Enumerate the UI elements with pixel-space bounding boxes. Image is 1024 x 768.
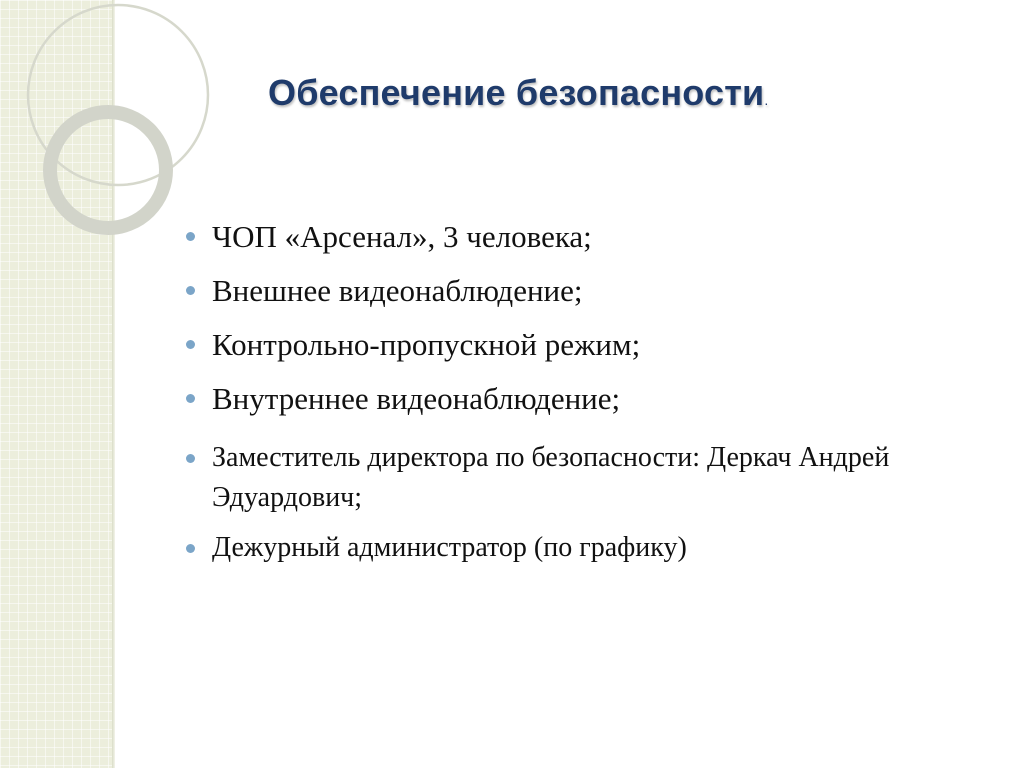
bullet-item <box>182 372 1002 426</box>
bullet-item <box>182 528 1002 568</box>
bullet-item <box>182 210 1002 264</box>
bullet-item <box>182 438 1002 518</box>
slide-title <box>268 72 968 114</box>
bullet-list <box>182 210 1002 568</box>
bullet-text: Дежурный администратор (по графику) <box>212 532 687 563</box>
bullet-text: Внешнее видеонаблюдение; <box>212 273 583 308</box>
bullet-dot-icon <box>186 340 195 349</box>
bullet-dot-icon <box>186 232 195 241</box>
bullet-text: ЧОП «Арсенал», 3 человека; <box>212 219 592 254</box>
bullet-text: Контрольно-пропускной режим; <box>212 327 641 362</box>
bullet-text: Внутреннее видеонаблюдение; <box>212 381 621 416</box>
slide-title-suffix: . <box>764 92 769 108</box>
bullet-dot-icon <box>186 544 195 553</box>
bullet-dot-icon <box>186 286 195 295</box>
slide-title-text: Обеспечение безопасности <box>268 72 765 113</box>
bullet-dot-icon <box>186 454 195 463</box>
bullet-dot-icon <box>186 394 195 403</box>
bullet-text: Заместитель директора по безопасности: Деркач Андрей Эдуардович; <box>212 442 890 513</box>
bullet-item <box>182 318 1002 372</box>
bullet-item <box>182 264 1002 318</box>
